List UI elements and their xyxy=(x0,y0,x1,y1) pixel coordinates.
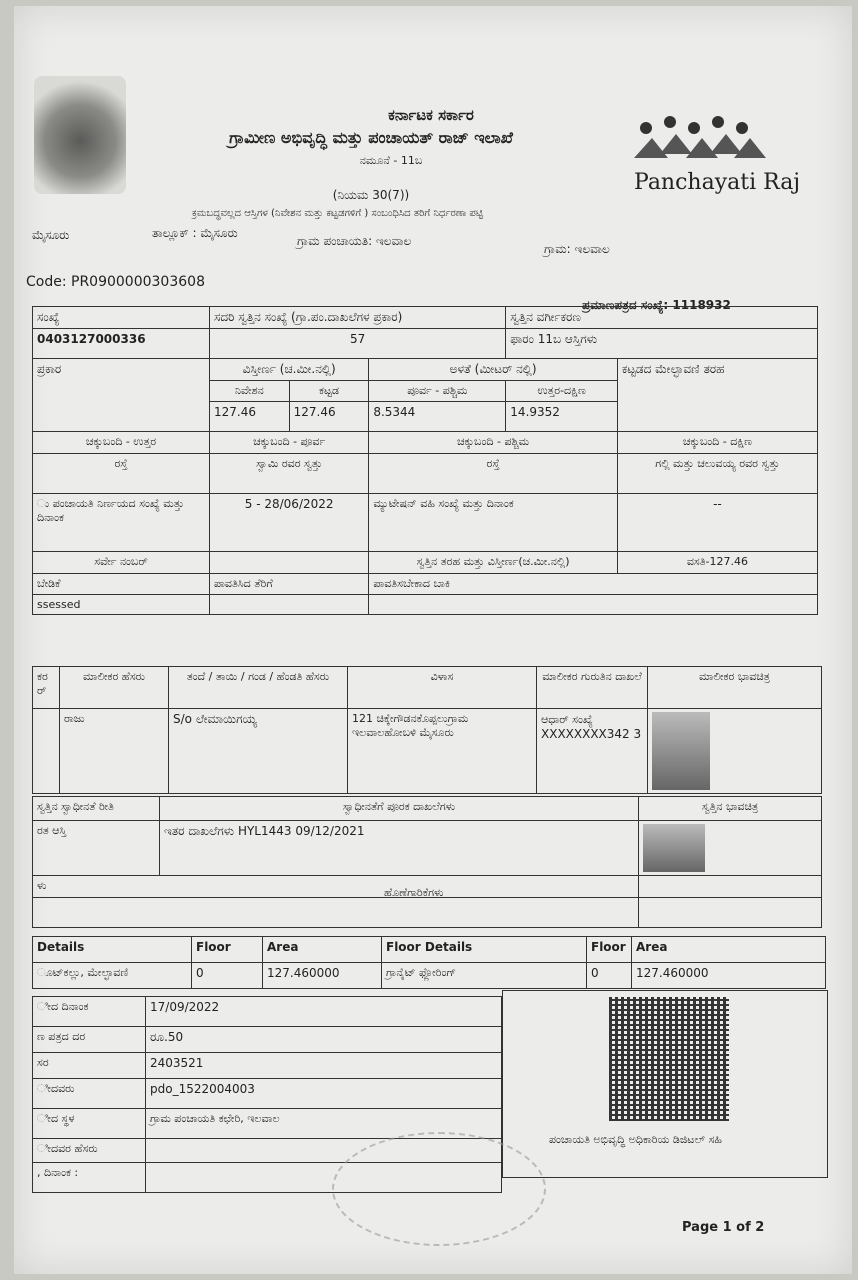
label: ೀದವರ ಹೆಸರು xyxy=(33,1139,146,1163)
east-west: 8.5344 xyxy=(369,402,506,432)
issue-place: ಗ್ರಾಮ ಪಂಚಾಯತಿ ಕಛೇರಿ, ಇಲವಾಲ xyxy=(146,1109,502,1139)
owner-address: 121 ಚಿಕ್ಕೇಗೌಡನಕೊಪ್ಪಲುಗ್ರಾಮ ಇಲವಾಲಹೋಬಳಿ ಮೈಸೂರು xyxy=(348,709,537,794)
village: ಗ್ರಾಮ: ಇಲವಾಲ xyxy=(544,242,610,256)
owner-photo xyxy=(652,712,710,790)
supporting-docs: ಇತರ ದಾಖಲೆಗಳು HYL1443 09/12/2021 xyxy=(160,821,639,876)
boundary-west: ರಸ್ತೆ xyxy=(369,454,618,494)
label: ಸಂಖ್ಯೆ xyxy=(33,307,210,329)
label: ಮಾಲೀಕರ ಭಾವಚಿತ್ರ xyxy=(648,667,822,709)
assessed: ssessed xyxy=(33,595,210,615)
floor-area: 127.460000 xyxy=(263,963,382,989)
id-number: XXXXXXXX342 3 xyxy=(541,727,642,741)
label: ಬೇಡಿಕೆ xyxy=(33,574,210,595)
owner-name: ರಾಜು xyxy=(60,709,169,794)
issue-date: 17/09/2022 xyxy=(146,997,502,1027)
property-table xyxy=(32,306,818,615)
property-no: 0403127000336 xyxy=(33,329,210,359)
label: ಪೂರ್ವ - ಪಶ್ಚಿಮ xyxy=(369,381,506,402)
floor-detail: ೂಟ್‌ಕಲ್ಲು, ಮೇಲ್ಛಾವಣಿ xyxy=(33,963,192,989)
floor-area: 127.460000 xyxy=(632,963,826,989)
label: ಪಾವತಿಸಬೇಕಾದ ಬಾಕಿ xyxy=(369,574,818,595)
resolution: 5 - 28/06/2022 xyxy=(210,494,369,552)
label: ಸ್ವತ್ತಿನ ತರಹ ಮತ್ತು ವಿಸ್ತೀರ್ಣ(ಚ.ಮೀ.ನಲ್ಲಿ) xyxy=(369,552,618,574)
header-department: ಗ್ರಾಮೀಣ ಅಭಿವೃದ್ಧಿ ಮತ್ತು ಪಂಚಾಯತ್ ರಾಜ್ ಇಲಾಖೆ xyxy=(229,128,513,147)
label: ನಿವೇಶನ xyxy=(210,381,290,402)
label: Floor Details xyxy=(382,937,587,963)
label: ೀದ ಸ್ಥಳ xyxy=(33,1109,146,1139)
relation-name: S/o ಲೇಮಾಯಿಗಯ್ಯ xyxy=(169,709,348,794)
label: ಸ್ವತ್ತಿನ ವರ್ಗೀಕರಣ xyxy=(506,307,818,329)
building-area: 127.46 xyxy=(289,402,369,432)
label: ು ಪಂಚಾಯತಿ ನಿರ್ಣಯದ ಸಂಖ್ಯೆ ಮತ್ತು ದಿನಾಂಕ xyxy=(33,494,210,552)
rate: ರೂ.50 xyxy=(146,1027,502,1053)
label: ಪಾವತಿಸಿದ ತೆರಿಗೆ xyxy=(210,574,369,595)
owner-table xyxy=(32,666,822,794)
floor-table xyxy=(32,936,826,989)
label: Area xyxy=(263,937,382,963)
label: Floor xyxy=(587,937,632,963)
header-subtitle: ಕ್ರಮಬದ್ಧವಲ್ಲದ ಆಸ್ತಿಗಳ (ನಿವೇಶನ ಮತ್ತು ಕಟ್ಟಡಗಳಿಗೆ ) ಸಂಬಂಧಿಸಿದ ತರಿಗೆ ನಿರ್ಧರಣಾ ಪಟ್ಟಿ xyxy=(192,208,484,219)
type-area: ವಸತಿ-127.46 xyxy=(617,552,817,574)
label: ಕಟ್ಟಡ xyxy=(289,381,369,402)
label: ಚಕ್ಕುಬಂದಿ - ಉತ್ತರ xyxy=(33,432,210,454)
digital-sign-label: ಪಂಚಾಯತಿ ಅಭಿವೃದ್ಧಿ ಅಧಿಕಾರಿಯ ಡಿಜಿಟಲ್ ಸಹಿ xyxy=(549,1133,722,1146)
header-title: ಕರ್ನಾಟಕ ಸರ್ಕಾರ xyxy=(388,106,474,124)
label: ಚಕ್ಕುಬಂದಿ - ಪಶ್ಚಿಮ xyxy=(369,432,618,454)
floor-no: 0 xyxy=(192,963,263,989)
page-number: Page 1 of 2 xyxy=(682,1220,765,1235)
label: ತಂದೆ / ತಾಯಿ / ಗಂಡ / ಹೆಂಡತಿ ಹೆಸರು xyxy=(169,667,348,709)
taluk: ತಾಲ್ಲೂಕ್ : ಮೈಸೂರು xyxy=(152,226,238,240)
label: ಳು xyxy=(33,876,639,898)
office-stamp xyxy=(332,1132,546,1246)
label: ಚಕ್ಕುಬಂದಿ - ದಕ್ಷಿಣ xyxy=(617,432,817,454)
sadar-no: 57 xyxy=(210,329,506,359)
header-rule: (ನಿಯಮ 30(7)) xyxy=(332,188,410,202)
label: ಸ್ವಾಧೀನತೆಗೆ ಪೂರಕ ದಾಖಲೆಗಳು xyxy=(160,797,639,821)
label: ಮ್ಯುಟೇಷನ್ ವಹಿ ಸಂಖ್ಯೆ ಮತ್ತು ದಿನಾಂಕ xyxy=(369,494,618,552)
mutation: -- xyxy=(617,494,817,552)
signature-box xyxy=(502,990,828,1178)
header-form: ನಮೂನೆ - 11ಬ xyxy=(359,154,423,167)
property-photo xyxy=(643,824,705,872)
code: Code: PR0900000303608 xyxy=(26,274,205,290)
floor-no: 0 xyxy=(587,963,632,989)
north-south: 14.9352 xyxy=(506,402,618,432)
liabilities-label: ಹೊಣೆಗಾರಿಕೆಗಳು xyxy=(384,886,444,899)
label: ಚಕ್ಕುಬಂದಿ - ಪೂರ್ವ xyxy=(210,432,369,454)
label: ೀದ ದಿನಾಂಕ xyxy=(33,997,146,1027)
label: ವಿಳಾಸ xyxy=(348,667,537,709)
label: ಸದರಿ ಸ್ವತ್ತಿನ ಸಂಖ್ಯೆ (ಗ್ರಾ.ಪಂ.ದಾಖಲೆಗಳ ಪ್ರಕಾರ) xyxy=(210,307,506,329)
floor-detail: ಗ್ರಾನೈಟ್ ಫ್ಲೋರಿಂಗ್ xyxy=(382,963,587,989)
label: ಪ್ರಕಾರ xyxy=(33,359,210,432)
label: ಕರ ರ್ xyxy=(33,667,60,709)
label: ಕಟ್ಟಡದ ಮೇಲ್ಛಾವಣಿ ತರಹ xyxy=(617,359,817,432)
classification: ಫಾರಂ 11ಬ ಆಸ್ತಿಗಳು xyxy=(506,329,818,359)
label: ೀದವರು xyxy=(33,1079,146,1109)
document-page xyxy=(14,6,852,1274)
label: ಉತ್ತರ-ದಕ್ಷಿಣ xyxy=(506,381,618,402)
label: ಣ ಪತ್ರದ ದರ xyxy=(33,1027,146,1053)
label: ಅಳತೆ (ಮೀಟರ್ ನಲ್ಲಿ) xyxy=(369,359,618,381)
certificate-number: ಪ್ರಮಾಣಪತ್ರದ ಸಂಖ್ಯೆ: 1118932 xyxy=(582,298,731,312)
people-icon xyxy=(632,114,772,164)
acquisition-mode: ರತ ಆಸ್ತಿ xyxy=(33,821,160,876)
label: Area xyxy=(632,937,826,963)
logo-text: Panchayati Raj xyxy=(634,170,801,195)
label: ವಿಸ್ತೀರ್ಣ (ಚ.ಮೀ.ನಲ್ಲಿ) xyxy=(210,359,369,381)
issued-by: pdo_1522004003 xyxy=(146,1079,502,1109)
label: Details xyxy=(33,937,192,963)
boundary-north: ರಸ್ತೆ xyxy=(33,454,210,494)
label: ಮಾಲೀಕರ ಗುರುತಿನ ದಾಖಲೆ xyxy=(537,667,648,709)
qr-code xyxy=(609,997,729,1121)
boundary-east: ಸ್ವಾಮಿ ರವರ ಸ್ವತ್ತು xyxy=(210,454,369,494)
id-label: ಆಧಾರ್ ಸಂಖ್ಯೆ xyxy=(541,713,593,726)
label: ಸ್ವತ್ತಿನ ಭಾವಚಿತ್ರ xyxy=(639,797,822,821)
label: ಸರ್ವೇ ನಂಬರ್ xyxy=(33,552,210,574)
label: ಸ್ವತ್ತಿನ ಸ್ವಾಧೀನತೆ ರೀತಿ xyxy=(33,797,160,821)
acquisition-table xyxy=(32,796,822,928)
label: ಮಾಲೀಕರ ಹೆಸರು xyxy=(60,667,169,709)
gram-panchayat: ಗ್ರಾಮ ಪಂಚಾಯತಿ: ಇಲವಾಲ xyxy=(297,234,412,248)
district: ಮೈಸೂರು xyxy=(32,228,70,242)
site-area: 127.46 xyxy=(210,402,290,432)
label: ಸರ xyxy=(33,1053,146,1079)
receipt-no: 2403521 xyxy=(146,1053,502,1079)
label: , ದಿನಾಂಕ : xyxy=(33,1163,146,1193)
panchayati-raj-logo xyxy=(632,114,772,164)
boundary-south: ಗಲ್ಲಿ ಮತ್ತು ಚಲುವಯ್ಯ ರವರ ಸ್ವತ್ತು xyxy=(617,454,817,494)
label: Floor xyxy=(192,937,263,963)
